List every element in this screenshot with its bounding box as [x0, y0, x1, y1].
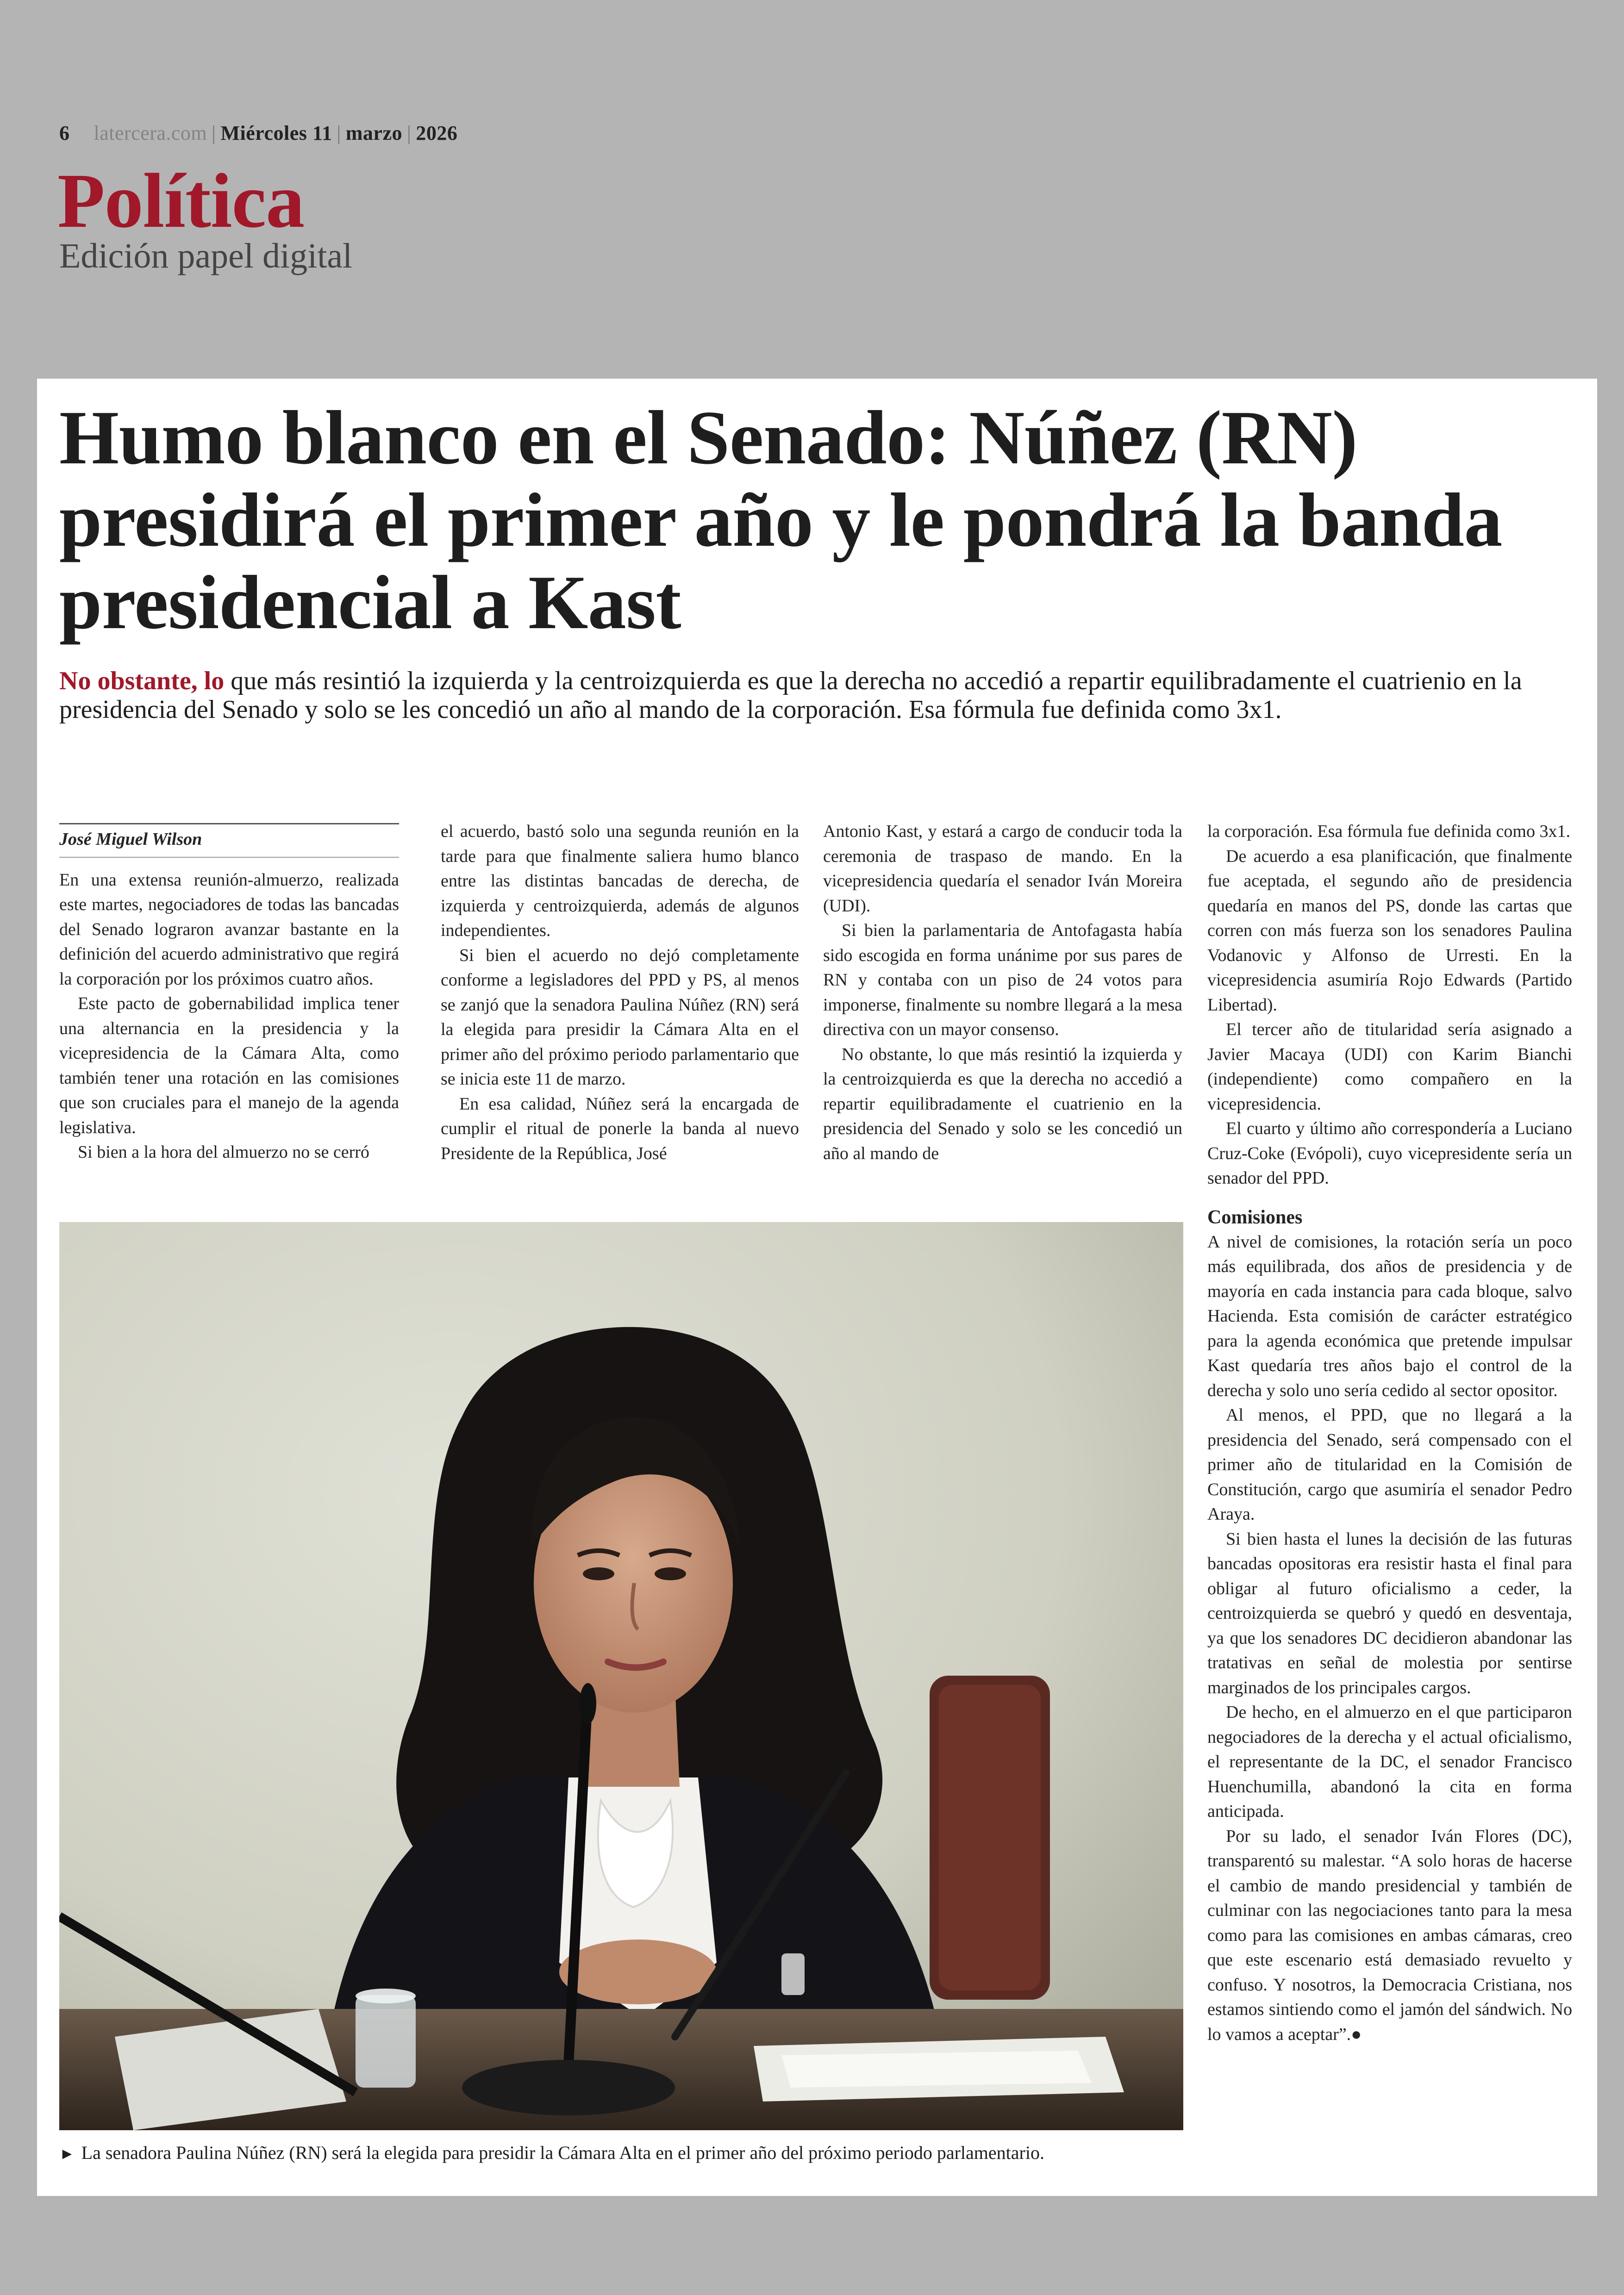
article-column-1 — [59, 823, 399, 1165]
paragraph: En esa calidad, Núñez será la encargada de cumplir el ritual de ponerle la banda al nuevo Presidente de la República, José — [441, 1094, 799, 1163]
paragraph — [1207, 1824, 1572, 2047]
date-weekday: Miércoles 11 — [220, 122, 332, 144]
paragraph: El tercer año de titularidad sería asignado a Javier Macaya (UDI) con Karim Bianchi (independiente) como compañero en la vicepresidencia. — [1207, 1020, 1572, 1114]
paragraph: De hecho, en el almuerzo en el que participaron negociadores de la derecha y el actual oficialismo, el representante de la DC, el senador Francisco Huenchumilla, abandonó la cita en forma anticipada. — [1207, 1703, 1572, 1821]
paragraph: Si bien hasta el lunes la decisión de las futuras bancadas opositoras era resistir hasta el final para obligar al futuro oficialismo a ceder, la centroizquierda se quebró y quedó en desventaja, ya que los senadores DC decidieron abandonar las tratativas en señal de molestia por sentirse marginados de los principales cargos. — [1207, 1529, 1572, 1697]
photo-senator — [59, 1222, 1183, 2130]
paragraph: Este pacto de gobernabilidad implica tener una alternancia en la presidencia y la vicepresidencia de la Cámara Alta, como también tener una rotación en las comisiones que son cruciales para el manejo de la agenda legislativa. — [59, 994, 399, 1137]
article-column-4 — [1207, 819, 1572, 2047]
separator: | — [407, 122, 412, 144]
article-photo[interactable] — [59, 1222, 1183, 2130]
separator: | — [337, 122, 341, 144]
paragraph: Si bien a la hora del almuerzo no se cerró — [78, 1142, 369, 1162]
deck-lead: No obstante, lo — [59, 667, 225, 695]
byline: José Miguel Wilson — [59, 823, 399, 858]
caption-arrow-icon: ► — [59, 2145, 75, 2163]
article-headline: Humo blanco en el Senado: Núñez (RN) presidirá el primer año y le pondrá la banda presidencial a Kast — [59, 395, 1502, 645]
paragraph: Al menos, el PPD, que no llegará a la presidencia del Senado, será compensado con el primer año de titularidad en la Comisión de Constitución, cargo que asumiría el senador Pedro Araya. — [1207, 1405, 1572, 1524]
date-month: marzo — [345, 122, 402, 144]
page-number: 6 — [59, 122, 70, 144]
article-deck — [59, 667, 1573, 724]
paragraph: Antonio Kast, y estará a cargo de conducir toda la ceremonia de traspaso de mando. En la vicepresidencia quedaría el senador Iván Moreira (UDI). — [823, 822, 1182, 916]
paragraph: el acuerdo, bastó solo una segunda reunión en la tarde para que finalmente saliera humo blanco entre las distintas bancadas de derecha, de izquierda y centroizquierda, además de algunos independientes. — [441, 822, 799, 940]
paragraph: En una extensa reunión-almuerzo, realizada este martes, negociadores de todas las bancadas del Senado lograron avanzar bastante en la definición del acuerdo administrativo que regirá la corporación por los próximos cuatro años. — [59, 870, 399, 989]
masthead — [59, 121, 457, 145]
paragraph: la corporación. Esa fórmula fue definida como 3x1. — [1207, 822, 1570, 841]
section-title: Política — [57, 158, 305, 244]
article-column-3 — [823, 819, 1182, 1166]
photo-caption — [59, 2141, 1189, 2166]
caption-text: La senadora Paulina Núñez (RN) será la elegida para presidir la Cámara Alta en el primer año del próximo periodo parlamentario. — [81, 2142, 1044, 2163]
section-subtitle: Edición papel digital — [59, 237, 353, 275]
site-name[interactable]: latercera.com — [94, 122, 207, 144]
date-year: 2026 — [416, 122, 458, 144]
paragraph: Si bien la parlamentaria de Antofagasta había sido escogida en forma unánime por sus pares de RN y contaba con un piso de 24 votos para imponerse, finalmente su nombre llegará a la mesa directiva con un mayor consenso. — [823, 921, 1182, 1039]
paragraph-text: Por su lado, el senador Iván Flores (DC), transparentó su malestar. “A solo horas de hacerse el cambio de mando presidencial y también de culminar con las negociaciones tanto para la mesa como para las comisiones en ambas cámaras, creo que este escenario está demasiado revuelto y confuso. Y nosotros, la Democracia Cristiana, nos estamos sintiendo como el jamón del sándwich. No lo vamos a aceptar”. — [1207, 1826, 1572, 2044]
paragraph: Si bien el acuerdo no dejó completamente conforme a legisladores del PPD y PS, al menos se zanjó que la senadora Paulina Núñez (RN) será la elegida para presidir la Cámara Alta en el primer año del próximo periodo parlamentario que se inicia este 11 de marzo. — [441, 945, 799, 1089]
article-column-2 — [441, 819, 799, 1166]
paragraph: El cuarto y último año correspondería a Luciano Cruz-Coke (Evópoli), cuyo vicepresidente sería un senador del PPD. — [1207, 1119, 1572, 1188]
separator: | — [212, 122, 216, 144]
paragraph: De acuerdo a esa planificación, que finalmente fue aceptada, el segundo año de presidencia quedaría en manos del PS, donde las cartas que corren con más fuerza son los senadores Paulina Vodanovic y Alfonso de Urresti. En la vicepresidencia asumiría Rojo Edwards (Partido Libertad). — [1207, 846, 1572, 1015]
end-mark: ● — [1351, 2024, 1362, 2044]
subhead-comisiones: Comisiones — [1207, 1206, 1303, 1228]
article-card — [37, 379, 1597, 2196]
deck-text: que más resintió la izquierda y la centroizquierda es que la derecha no accedió a repartir equilibradamente el cuatrienio en la presidencia del Senado y solo se les concedió un año al mando de la corporación. Esa fórmula fue definida como 3x1. — [59, 667, 1522, 724]
paragraph: No obstante, lo que más resintió la izquierda y la centroizquierda es que la derecha no accedió a repartir equilibradamente el cuatrienio en la presidencia del Senado y solo se les concedió un año al mando de — [823, 1044, 1182, 1163]
paragraph: A nivel de comisiones, la rotación sería un poco más equilibrada, dos años de presidencia y de mayoría en cada instancia para cada bloque, salvo Hacienda. Esta comisión de carácter estratégico para la agenda económica que pretende impulsar Kast quedaría tres años bajo el control de la derecha y solo uno sería cedido al sector opositor. — [1207, 1232, 1572, 1400]
